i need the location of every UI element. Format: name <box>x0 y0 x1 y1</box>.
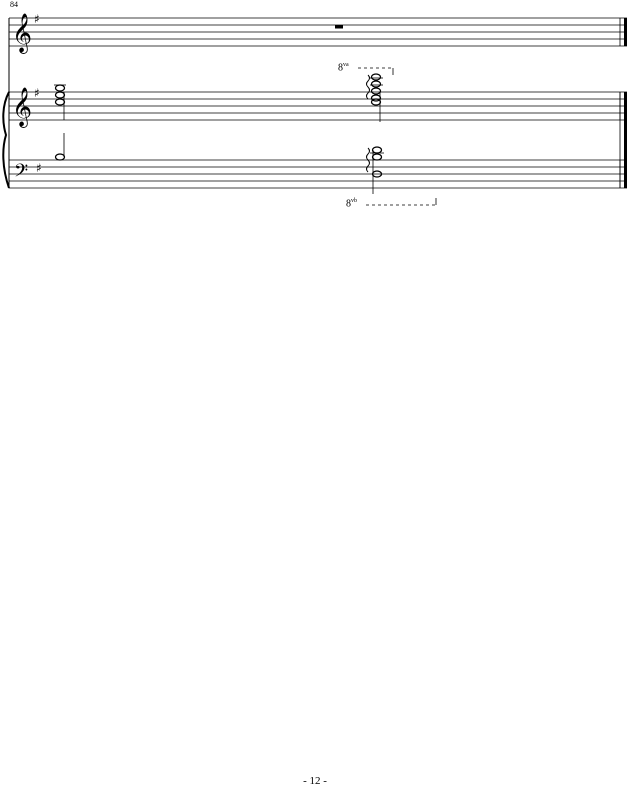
page-number: - 12 - <box>303 775 327 787</box>
staff-melody <box>9 12 627 54</box>
sharp-icon: ♯ <box>36 161 42 175</box>
chord-rh-2 <box>367 74 384 122</box>
whole-rest-icon <box>335 25 343 29</box>
treble-clef-icon: 𝄞 <box>12 87 33 127</box>
treble-clef-icon: 𝄞 <box>12 13 33 53</box>
sharp-icon: ♯ <box>34 12 40 26</box>
bass-clef-icon: 𝄢 <box>14 161 29 186</box>
arpeggio-icon <box>367 75 370 99</box>
measure-number: 84 <box>10 0 18 9</box>
ottava-bassa-label: $8^{vb}$ <box>346 198 357 210</box>
staff-piano-left <box>9 133 627 205</box>
chord-lh-2 <box>367 147 385 194</box>
ottava-alta-label: $8^{va}$ <box>338 62 349 74</box>
staff-piano-right <box>9 68 627 128</box>
chord-rh-1 <box>54 85 66 120</box>
brace-icon <box>3 92 9 188</box>
chord-lh-1 <box>56 133 65 160</box>
sharp-icon: ♯ <box>34 86 40 100</box>
